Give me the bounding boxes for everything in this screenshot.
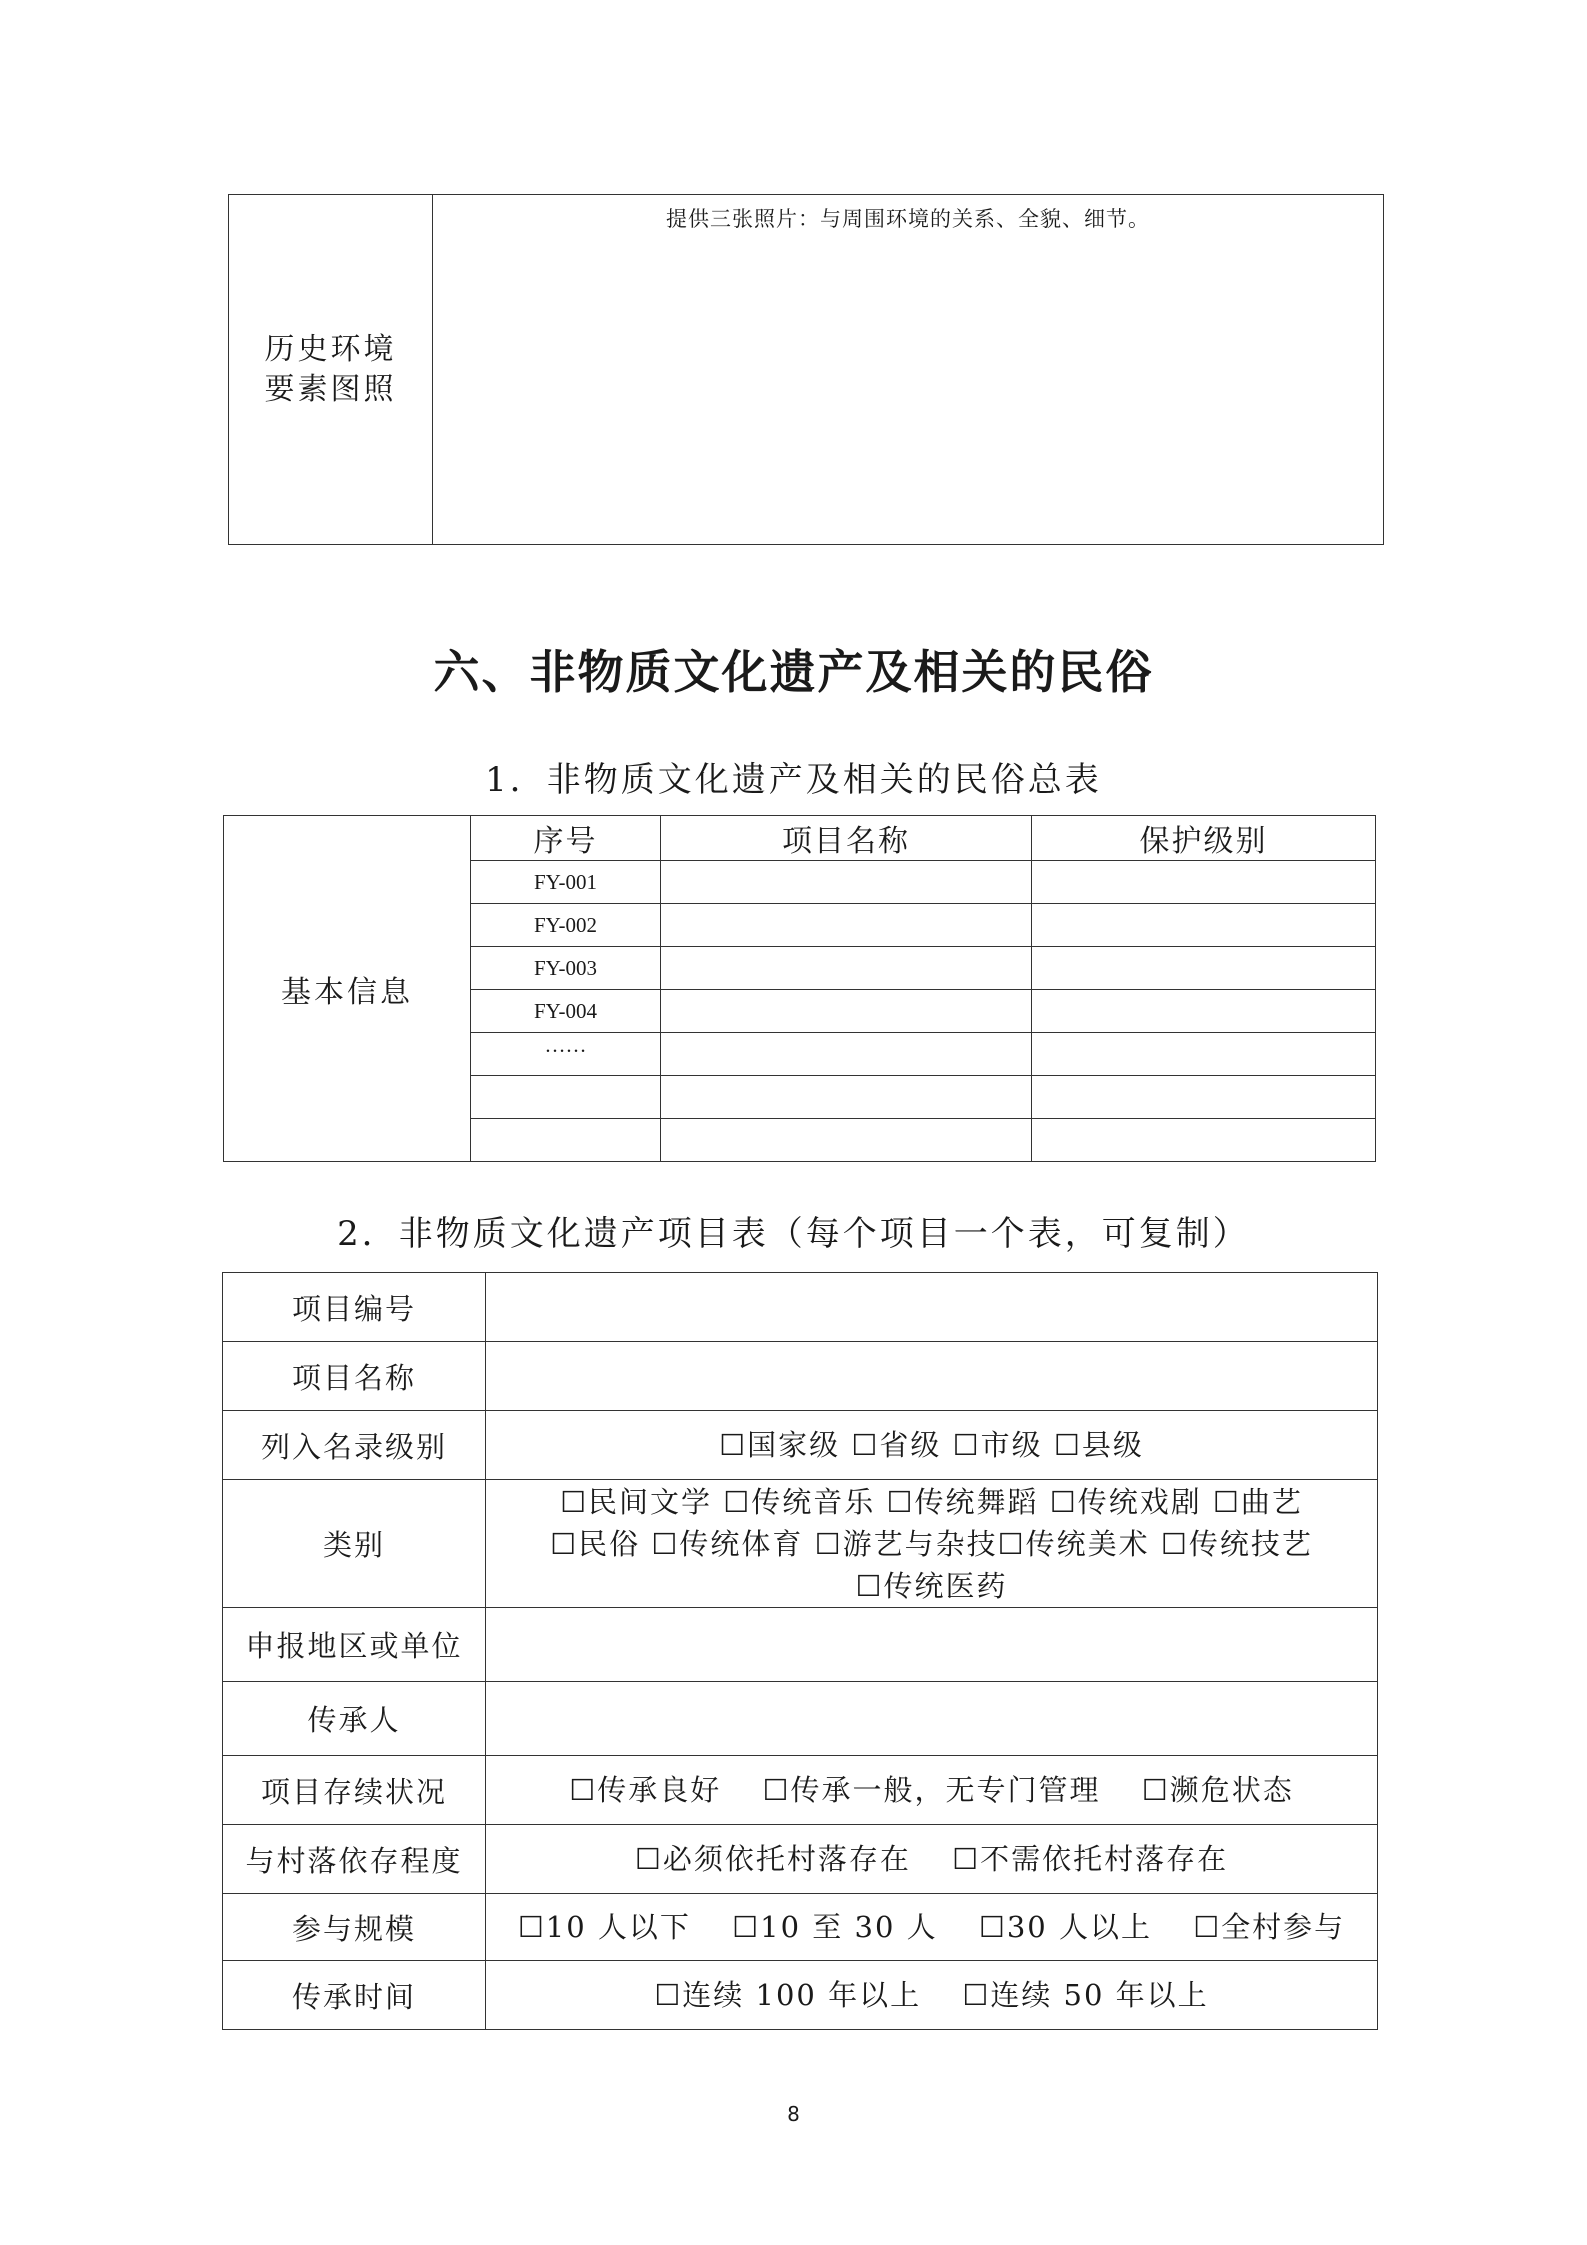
listing-level-options <box>486 1411 1378 1480</box>
row-name-cell[interactable] <box>661 1119 1032 1162</box>
project-subtitle: 2．非物质文化遗产项目表（每个项目一个表，可复制） <box>337 1214 1250 1254</box>
photo-label: 历史环境要素图照 <box>264 331 397 407</box>
inheritor-label: 传承人 <box>223 1682 486 1756</box>
checkbox-county[interactable]: ☐县级 <box>1053 1428 1144 1462</box>
checkbox-independent[interactable]: ☐不需依托村落存在 <box>952 1842 1229 1876</box>
row-level-cell[interactable] <box>1032 1119 1376 1162</box>
photo-note: 提供三张照片：与周围环境的关系、全貌、细节。 <box>666 207 1150 231</box>
row-level-cell[interactable] <box>1032 1033 1376 1076</box>
checkbox-scale-10-30[interactable]: ☐10 至 30 人 <box>732 1910 938 1944</box>
status-label: 项目存续状况 <box>223 1756 486 1825</box>
row-code: FY-002 <box>471 904 661 947</box>
row-code: FY-001 <box>471 861 661 904</box>
project-name-label: 项目名称 <box>223 1342 486 1411</box>
checkbox-city[interactable]: ☐市级 <box>952 1428 1043 1462</box>
photo-label-cell <box>229 195 433 545</box>
row-name-cell[interactable] <box>661 904 1032 947</box>
checkbox-scale-over-30[interactable]: ☐30 人以上 <box>978 1910 1152 1944</box>
row-name-cell[interactable] <box>661 1076 1032 1119</box>
inheritor-value[interactable] <box>486 1682 1378 1756</box>
checkbox-scale-under-10[interactable]: ☐10 人以下 <box>517 1910 691 1944</box>
region-value[interactable] <box>486 1608 1378 1682</box>
summary-table <box>223 815 1376 1162</box>
row-code: …… <box>471 1033 661 1076</box>
duration-label: 传承时间 <box>223 1961 486 2030</box>
listing-level-label: 列入名录级别 <box>223 1411 486 1480</box>
category-options <box>486 1480 1378 1608</box>
row-name-cell[interactable] <box>661 947 1032 990</box>
basic-info-label: 基本信息 <box>224 816 471 1162</box>
category-line[interactable]: ☐传统医药 <box>855 1568 1008 1603</box>
row-level-cell[interactable] <box>1032 947 1376 990</box>
row-level-cell[interactable] <box>1032 904 1376 947</box>
header-protection-level: 保护级别 <box>1032 816 1376 861</box>
project-number-value[interactable] <box>486 1273 1378 1342</box>
row-code: FY-004 <box>471 990 661 1033</box>
project-number-label: 项目编号 <box>223 1273 486 1342</box>
row-code <box>471 1076 661 1119</box>
checkbox-status-endangered[interactable]: ☐濒危状态 <box>1141 1773 1294 1807</box>
checkbox-dependent[interactable]: ☐必须依托村落存在 <box>634 1842 911 1876</box>
project-name-value[interactable] <box>486 1342 1378 1411</box>
photo-area <box>433 195 1384 545</box>
checkbox-scale-whole-village[interactable]: ☐全村参与 <box>1193 1910 1346 1944</box>
checkbox-provincial[interactable]: ☐省级 <box>851 1428 942 1462</box>
dependency-label: 与村落依存程度 <box>223 1825 486 1894</box>
checkbox-status-average[interactable]: ☐传承一般，无专门管理 <box>762 1773 1101 1807</box>
category-line[interactable]: ☐民间文学 ☐传统音乐 ☐传统舞蹈 ☐传统戏剧 ☐曲艺 <box>560 1484 1303 1519</box>
scale-label: 参与规模 <box>223 1894 486 1961</box>
dependency-options <box>486 1825 1378 1894</box>
section-title: 六、非物质文化遗产及相关的民俗 <box>433 645 1154 699</box>
status-options <box>486 1756 1378 1825</box>
region-label: 申报地区或单位 <box>223 1608 486 1682</box>
scale-options <box>486 1894 1378 1961</box>
summary-subtitle: 1．非物质文化遗产及相关的民俗总表 <box>485 760 1102 800</box>
row-name-cell[interactable] <box>661 990 1032 1033</box>
category-line[interactable]: ☐民俗 ☐传统体育 ☐游艺与杂技☐传统美术 ☐传统技艺 <box>550 1526 1313 1561</box>
header-number: 序号 <box>471 816 661 861</box>
row-code: FY-003 <box>471 947 661 990</box>
header-project-name: 项目名称 <box>661 816 1032 861</box>
row-level-cell[interactable] <box>1032 990 1376 1033</box>
checkbox-national[interactable]: ☐国家级 <box>719 1428 841 1462</box>
row-level-cell[interactable] <box>1032 861 1376 904</box>
duration-options <box>486 1961 1378 2030</box>
row-level-cell[interactable] <box>1032 1076 1376 1119</box>
project-table <box>222 1272 1378 2030</box>
category-label: 类别 <box>223 1480 486 1608</box>
checkbox-duration-50[interactable]: ☐连续 50 年以上 <box>962 1978 1209 2012</box>
checkbox-duration-100[interactable]: ☐连续 100 年以上 <box>654 1978 922 2012</box>
checkbox-status-good[interactable]: ☐传承良好 <box>569 1773 722 1807</box>
row-name-cell[interactable] <box>661 861 1032 904</box>
row-code <box>471 1119 661 1162</box>
photo-table <box>228 194 1384 545</box>
row-name-cell[interactable] <box>661 1033 1032 1076</box>
page-number: 8 <box>787 2102 800 2126</box>
